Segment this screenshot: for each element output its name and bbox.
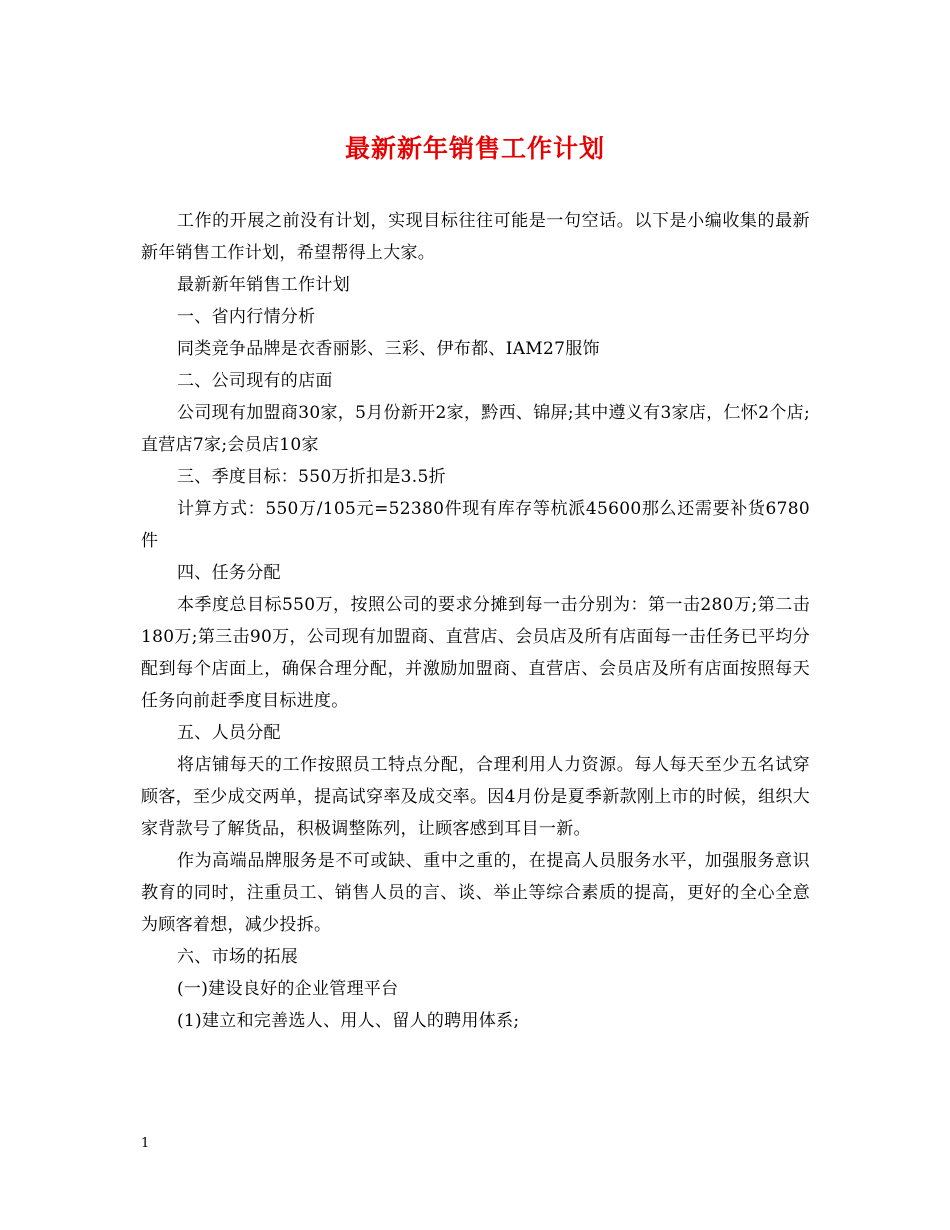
section-heading-staffing: 五、人员分配 bbox=[177, 723, 281, 743]
section-heading-quarter-target: 三、季度目标：550万折扣是3.5折 bbox=[177, 467, 446, 487]
paragraph-subtitle: 最新新年销售工作计划 bbox=[177, 275, 350, 295]
document-body bbox=[141, 205, 810, 1037]
paragraph-intro: 工作的开展之前没有计划，实现目标往往可能是一句空话。以下是小编收集的最新新年销售工作计划，希望帮得上大家。 bbox=[141, 211, 810, 263]
document-title: 最新新年销售工作计划 bbox=[344, 134, 605, 163]
paragraph-store-counts: 公司现有加盟商30家，5月份新开2家，黔西、锦屏;其中遵义有3家店，仁怀2个店;直营店7家;会员店10家 bbox=[141, 403, 810, 455]
list-item-hiring-system: (1)建立和完善选人、用人、留人的聘用体系; bbox=[177, 1011, 520, 1031]
page-number: 1 bbox=[141, 1136, 150, 1151]
paragraph-service: 作为高端品牌服务是不可或缺、重中之重的，在提高人员服务水平，加强服务意识教育的同时，注重员工、销售人员的言、谈、举止等综合素质的提高，更好的全心全意为顾客着想，减少投拆。 bbox=[141, 851, 810, 935]
paragraph-competitors: 同类竞争品牌是衣香丽影、三彩、伊布都、IAM27服饰 bbox=[177, 339, 600, 359]
paragraph-staffing: 将店铺每天的工作按照员工特点分配，合理利用人力资源。每人每天至少五名试穿顾客，至少成交两单，提高试穿率及成交率。因4月份是夏季新款刚上市的时候，组织大家背款号了解货品，积极调整陈列，让顾客感到耳目一新。 bbox=[141, 755, 810, 839]
section-heading-task-allocation: 四、任务分配 bbox=[177, 563, 281, 583]
paragraph-task-allocation: 本季度总目标550万，按照公司的要求分摊到每一击分别为：第一击280万;第二击180万;第三击90万，公司现有加盟商、直营店、会员店及所有店面每一击任务已平均分配到每个店面上，确保合理分配，并激励加盟商、直营店、会员店及所有店面按照每天任务向前赶季度目标进度。 bbox=[141, 595, 810, 711]
paragraph-calculation: 计算方式：550万/105元=52380件现有库存等杭派45600那么还需要补货6780件 bbox=[141, 499, 810, 551]
section-heading-market-analysis: 一、省内行情分析 bbox=[177, 307, 316, 327]
section-heading-stores: 二、公司现有的店面 bbox=[177, 371, 333, 391]
subheading-management-platform: (一)建设良好的企业管理平台 bbox=[177, 979, 399, 999]
section-heading-market-expansion: 六、市场的拓展 bbox=[177, 947, 299, 967]
